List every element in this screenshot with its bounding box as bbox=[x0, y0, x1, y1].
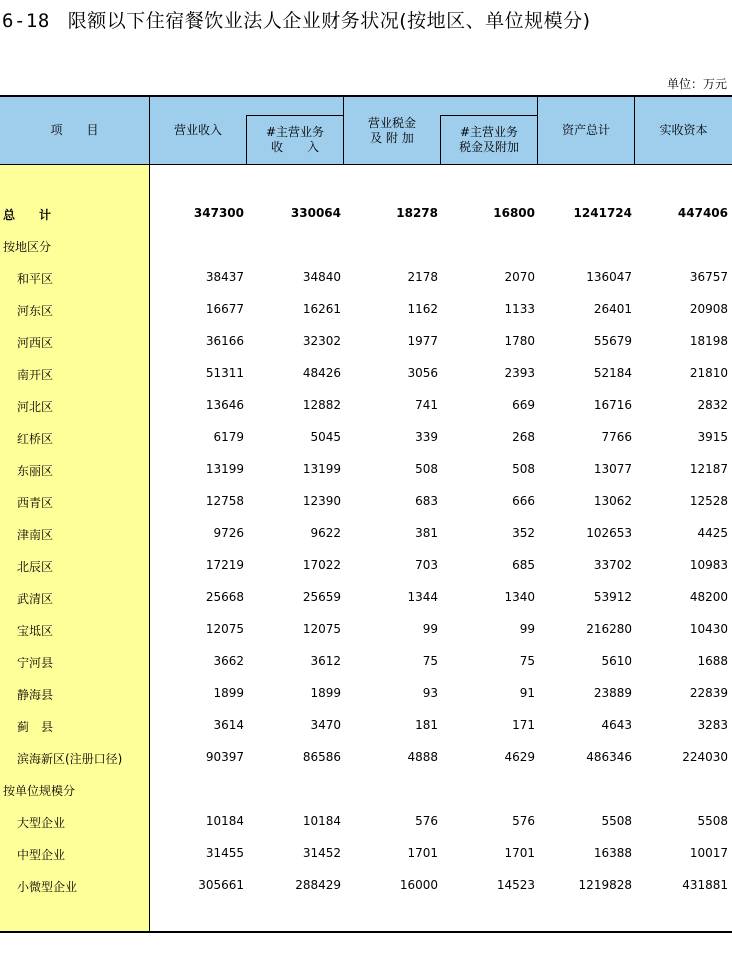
unit-label: 单位：万元 bbox=[666, 77, 727, 91]
cell-capital: 10983 bbox=[689, 558, 728, 572]
cell-tax: 2178 bbox=[407, 270, 438, 284]
header-capital bbox=[635, 97, 732, 164]
cell-revenue: 6179 bbox=[213, 430, 244, 444]
cell-capital: 5508 bbox=[697, 814, 728, 828]
cell-main-tax: 2070 bbox=[504, 270, 535, 284]
header-revenue bbox=[150, 97, 246, 164]
header-main-revenue-line2: 收 入 bbox=[270, 139, 319, 154]
cell-assets: 33702 bbox=[593, 558, 632, 572]
cell-capital: 10017 bbox=[689, 846, 728, 860]
row-label: 河西区 bbox=[17, 336, 54, 350]
cell-main-revenue: 34840 bbox=[302, 270, 341, 284]
cell-main-tax: 91 bbox=[519, 686, 535, 700]
cell-assets: 16716 bbox=[593, 398, 632, 412]
cell-main-revenue: 32302 bbox=[302, 334, 341, 348]
cell-capital: 36757 bbox=[689, 270, 728, 284]
table-row bbox=[0, 366, 732, 386]
cell-revenue: 36166 bbox=[205, 334, 244, 348]
table-row bbox=[0, 590, 732, 610]
row-label: 红桥区 bbox=[17, 432, 54, 446]
cell-main-tax: 666 bbox=[512, 494, 535, 508]
header-main-tax-line2: 税金及附加 bbox=[458, 139, 519, 154]
cell-main-tax: 1780 bbox=[504, 334, 535, 348]
header-main-revenue-line1: #主营业务 bbox=[265, 124, 325, 139]
cell-main-tax: 1340 bbox=[504, 590, 535, 604]
table-row bbox=[0, 622, 732, 642]
row-label: 小微型企业 bbox=[17, 880, 78, 894]
cell-revenue: 9726 bbox=[213, 526, 244, 540]
cell-main-tax: 268 bbox=[512, 430, 535, 444]
table-row bbox=[0, 654, 732, 674]
cell-revenue: 17219 bbox=[205, 558, 244, 572]
table-number: 6-18 bbox=[2, 10, 50, 32]
table-row bbox=[0, 878, 732, 898]
cell-assets: 13077 bbox=[593, 462, 632, 476]
table-row bbox=[0, 846, 732, 866]
cell-assets: 23889 bbox=[593, 686, 632, 700]
cell-capital: 224030 bbox=[682, 750, 728, 764]
row-label: 大型企业 bbox=[17, 816, 66, 830]
cell-capital: 21810 bbox=[689, 366, 728, 380]
row-label: 河东区 bbox=[17, 304, 54, 318]
cell-capital: 12528 bbox=[689, 494, 728, 508]
cell-capital: 20908 bbox=[689, 302, 728, 316]
row-label: 津南区 bbox=[17, 528, 54, 542]
cell-main-revenue: 5045 bbox=[310, 430, 341, 444]
header-main-tax-line1: #主营业务 bbox=[459, 124, 519, 139]
cell-revenue: 16677 bbox=[205, 302, 244, 316]
cell-capital: 18198 bbox=[689, 334, 728, 348]
header-assets bbox=[538, 97, 634, 164]
cell-tax: 703 bbox=[415, 558, 438, 572]
row-label: 总 计 bbox=[3, 208, 52, 222]
cell-assets: 53912 bbox=[593, 590, 632, 604]
row-label: 西青区 bbox=[17, 496, 54, 510]
cell-main-tax: 685 bbox=[512, 558, 535, 572]
cell-tax: 1344 bbox=[407, 590, 438, 604]
cell-assets: 7766 bbox=[601, 430, 632, 444]
cell-main-revenue: 12882 bbox=[302, 398, 341, 412]
cell-revenue: 1899 bbox=[213, 686, 244, 700]
cell-capital: 22839 bbox=[689, 686, 728, 700]
header-tax-line2: 及 附 加 bbox=[370, 130, 414, 145]
cell-main-tax: 1701 bbox=[504, 846, 535, 860]
cell-main-revenue: 12075 bbox=[302, 622, 341, 636]
cell-assets: 136047 bbox=[586, 270, 632, 284]
row-label: 北辰区 bbox=[17, 560, 54, 574]
cell-revenue: 10184 bbox=[205, 814, 244, 828]
cell-main-tax: 669 bbox=[512, 398, 535, 412]
cell-main-tax: 508 bbox=[512, 462, 535, 476]
cell-tax: 4888 bbox=[407, 750, 438, 764]
header-revenue-label: 营业收入 bbox=[173, 123, 222, 137]
cell-main-revenue: 31452 bbox=[302, 846, 341, 860]
cell-revenue: 25668 bbox=[205, 590, 244, 604]
cell-tax: 683 bbox=[415, 494, 438, 508]
cell-tax: 508 bbox=[415, 462, 438, 476]
cell-main-revenue: 330064 bbox=[290, 206, 341, 220]
table-row bbox=[0, 494, 732, 514]
cell-capital: 3283 bbox=[697, 718, 728, 732]
cell-revenue: 12758 bbox=[205, 494, 244, 508]
header-item bbox=[0, 97, 149, 164]
cell-tax: 1162 bbox=[407, 302, 438, 316]
header-item-label: 项 目 bbox=[50, 123, 99, 137]
section-label: 按单位规模分 bbox=[3, 784, 76, 798]
cell-main-tax: 75 bbox=[519, 654, 535, 668]
row-label: 和平区 bbox=[17, 272, 54, 286]
cell-tax: 181 bbox=[415, 718, 438, 732]
cell-capital: 3915 bbox=[697, 430, 728, 444]
row-label: 武清区 bbox=[17, 592, 54, 606]
header-tax-line1: 营业税金 bbox=[367, 115, 416, 130]
cell-main-revenue: 1899 bbox=[310, 686, 341, 700]
cell-assets: 52184 bbox=[593, 366, 632, 380]
cell-capital: 4425 bbox=[697, 526, 728, 540]
table-row bbox=[0, 718, 732, 738]
row-label: 宝坻区 bbox=[17, 624, 54, 638]
cell-capital: 447406 bbox=[677, 206, 728, 220]
cell-revenue: 13646 bbox=[205, 398, 244, 412]
cell-capital: 12187 bbox=[689, 462, 728, 476]
cell-main-revenue: 16261 bbox=[302, 302, 341, 316]
cell-tax: 1701 bbox=[407, 846, 438, 860]
table-row bbox=[0, 814, 732, 834]
cell-revenue: 90397 bbox=[205, 750, 244, 764]
cell-main-tax: 1133 bbox=[504, 302, 535, 316]
cell-revenue: 3662 bbox=[213, 654, 244, 668]
cell-capital: 431881 bbox=[682, 878, 728, 892]
cell-assets: 486346 bbox=[586, 750, 632, 764]
table-row bbox=[0, 302, 732, 322]
cell-revenue: 38437 bbox=[205, 270, 244, 284]
cell-tax: 93 bbox=[422, 686, 438, 700]
cell-assets: 1219828 bbox=[578, 878, 632, 892]
cell-main-tax: 99 bbox=[519, 622, 535, 636]
cell-main-tax: 4629 bbox=[504, 750, 535, 764]
header-main-revenue bbox=[247, 115, 343, 164]
cell-revenue: 305661 bbox=[198, 878, 244, 892]
cell-tax: 3056 bbox=[407, 366, 438, 380]
row-label: 河北区 bbox=[17, 400, 54, 414]
cell-main-tax: 2393 bbox=[504, 366, 535, 380]
page-title bbox=[2, 6, 591, 33]
cell-tax: 16000 bbox=[399, 878, 438, 892]
table-title: 限额以下住宿餐饮业法人企业财务状况(按地区、单位规模分) bbox=[67, 10, 591, 32]
cell-assets: 4643 bbox=[601, 718, 632, 732]
header-main-tax bbox=[441, 115, 537, 164]
cell-main-revenue: 13199 bbox=[302, 462, 341, 476]
cell-assets: 5610 bbox=[601, 654, 632, 668]
row-label: 东丽区 bbox=[17, 464, 54, 478]
cell-revenue: 51311 bbox=[205, 366, 244, 380]
cell-main-revenue: 3470 bbox=[310, 718, 341, 732]
cell-revenue: 3614 bbox=[213, 718, 244, 732]
header-capital-label: 实收资本 bbox=[659, 123, 708, 137]
cell-tax: 18278 bbox=[396, 206, 438, 220]
cell-revenue: 13199 bbox=[205, 462, 244, 476]
cell-assets: 16388 bbox=[593, 846, 632, 860]
cell-assets: 5508 bbox=[601, 814, 632, 828]
table-bottom-rule bbox=[0, 931, 732, 933]
section-heading-region bbox=[0, 238, 732, 258]
cell-main-tax: 171 bbox=[512, 718, 535, 732]
cell-main-tax: 352 bbox=[512, 526, 535, 540]
cell-tax: 1977 bbox=[407, 334, 438, 348]
cell-main-tax: 16800 bbox=[493, 206, 535, 220]
cell-tax: 576 bbox=[415, 814, 438, 828]
cell-main-revenue: 48426 bbox=[302, 366, 341, 380]
cell-revenue: 31455 bbox=[205, 846, 244, 860]
header-tax bbox=[344, 97, 440, 164]
row-label: 中型企业 bbox=[17, 848, 66, 862]
cell-main-revenue: 25659 bbox=[302, 590, 341, 604]
table-row bbox=[0, 334, 732, 354]
cell-assets: 55679 bbox=[593, 334, 632, 348]
cell-assets: 102653 bbox=[586, 526, 632, 540]
cell-tax: 339 bbox=[415, 430, 438, 444]
cell-main-revenue: 3612 bbox=[310, 654, 341, 668]
table-row bbox=[0, 462, 732, 482]
cell-main-revenue: 288429 bbox=[295, 878, 341, 892]
cell-main-tax: 14523 bbox=[496, 878, 535, 892]
table-row-total bbox=[0, 206, 732, 226]
table-row bbox=[0, 270, 732, 290]
cell-main-revenue: 17022 bbox=[302, 558, 341, 572]
table-row bbox=[0, 526, 732, 546]
cell-revenue: 347300 bbox=[193, 206, 244, 220]
section-label: 按地区分 bbox=[3, 240, 52, 254]
cell-capital: 48200 bbox=[689, 590, 728, 604]
table-row bbox=[0, 398, 732, 418]
table-row bbox=[0, 558, 732, 578]
row-label: 宁河县 bbox=[17, 656, 54, 670]
section-heading-size bbox=[0, 782, 732, 802]
row-label: 静海县 bbox=[17, 688, 54, 702]
cell-main-revenue: 86586 bbox=[302, 750, 341, 764]
row-label: 滨海新区(注册口径) bbox=[17, 752, 123, 766]
cell-capital: 2832 bbox=[697, 398, 728, 412]
cell-capital: 1688 bbox=[697, 654, 728, 668]
cell-tax: 741 bbox=[415, 398, 438, 412]
cell-assets: 216280 bbox=[586, 622, 632, 636]
cell-assets: 1241724 bbox=[573, 206, 632, 220]
row-label: 蓟 县 bbox=[17, 720, 54, 734]
cell-tax: 75 bbox=[422, 654, 438, 668]
cell-main-tax: 576 bbox=[512, 814, 535, 828]
cell-tax: 381 bbox=[415, 526, 438, 540]
cell-revenue: 12075 bbox=[205, 622, 244, 636]
cell-tax: 99 bbox=[422, 622, 438, 636]
cell-main-revenue: 12390 bbox=[302, 494, 341, 508]
header-assets-label: 资产总计 bbox=[561, 123, 610, 137]
cell-assets: 26401 bbox=[593, 302, 632, 316]
table-row bbox=[0, 750, 732, 770]
cell-main-revenue: 10184 bbox=[302, 814, 341, 828]
table-row bbox=[0, 430, 732, 450]
header-bottom-rule bbox=[0, 164, 732, 165]
table-row bbox=[0, 686, 732, 706]
cell-main-revenue: 9622 bbox=[310, 526, 341, 540]
cell-capital: 10430 bbox=[689, 622, 728, 636]
cell-assets: 13062 bbox=[593, 494, 632, 508]
row-label: 南开区 bbox=[17, 368, 54, 382]
